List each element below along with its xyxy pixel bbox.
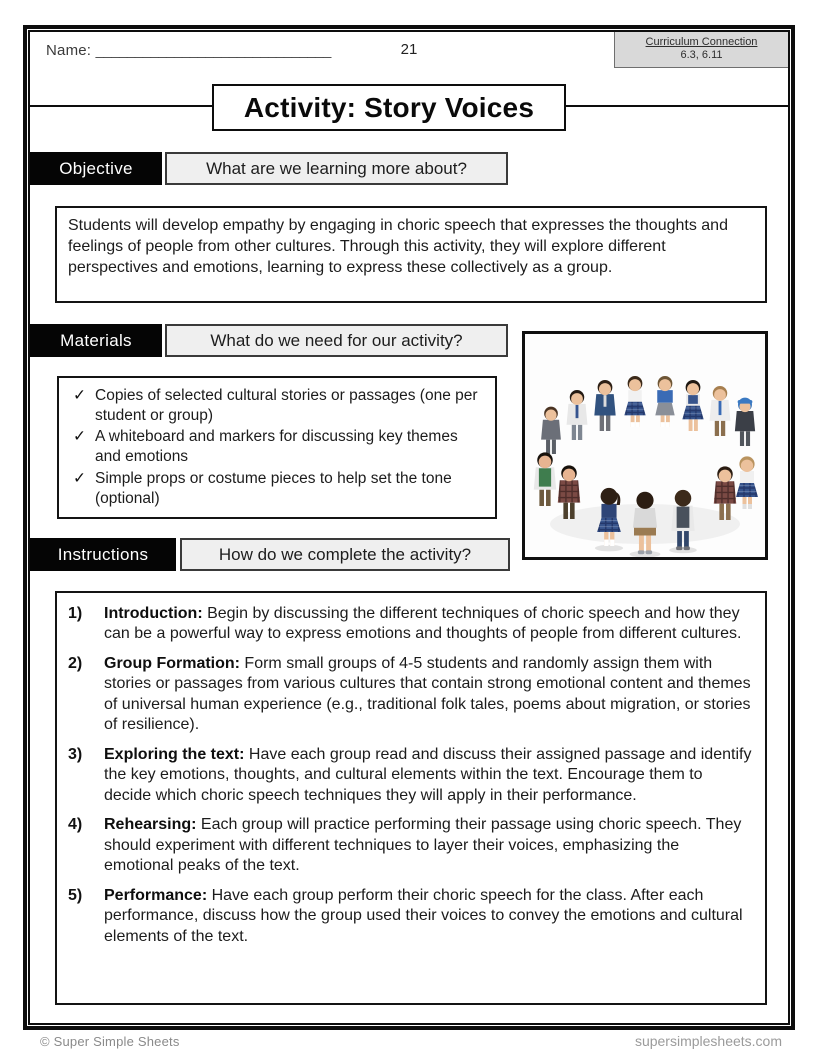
instructions-steps-box bbox=[55, 591, 767, 1005]
checkmark-icon: ✓ bbox=[73, 387, 86, 404]
step-text bbox=[104, 815, 752, 876]
materials-item bbox=[69, 386, 485, 426]
materials-item-text: Simple props or costume pieces to help set the tone (optional) bbox=[95, 469, 452, 507]
step-title: Exploring the text: bbox=[104, 745, 245, 763]
step-title: Introduction: bbox=[104, 605, 203, 622]
step-number: 1) bbox=[68, 605, 83, 622]
materials-list-box bbox=[57, 376, 497, 519]
step-title: Group Formation: bbox=[104, 654, 240, 672]
step-detail: Have each group read and discuss their assigned passage and identify the key emotions, thoughts, and cultural elements within the text. Encourage them to decide which choric speech techniques they will apply in their performance. bbox=[104, 745, 752, 804]
students-illustration bbox=[525, 334, 765, 557]
step-text bbox=[104, 886, 752, 947]
step-text bbox=[104, 604, 752, 645]
instruction-step bbox=[68, 815, 752, 876]
name-label: Name: bbox=[46, 42, 92, 59]
step-title: Performance: bbox=[104, 886, 208, 904]
instructions-steps-list bbox=[68, 604, 752, 947]
step-text bbox=[104, 654, 752, 736]
name-row bbox=[46, 42, 331, 59]
step-detail: Form small groups of 4-5 students and randomly assign them with stories or passages from various cultures that contain strong emotional content and themes of universal human experience (e.g., traditional folk tales, poems about migration, or stories of resilience). bbox=[104, 654, 751, 734]
step-detail: Each group will practice performing their passage using choric speech. They should experiment with different techniques to layer their voices, emphasizing the emotional peaks of the text. bbox=[104, 816, 742, 875]
activity-title: Activity: Story Voices bbox=[243, 91, 535, 123]
materials-question: What do we need for our activity? bbox=[165, 324, 508, 357]
step-title: Rehearsing: bbox=[104, 816, 197, 834]
footer-website: supersimplesheets.com bbox=[634, 1033, 782, 1049]
footer-copyright: © Super Simple Sheets bbox=[40, 1034, 180, 1049]
curriculum-connection-box bbox=[614, 32, 788, 68]
materials-item-text: Copies of selected cultural stories or passages (one per student or group) bbox=[95, 387, 478, 425]
instruction-step bbox=[68, 745, 752, 806]
page-number: 21 bbox=[400, 41, 418, 58]
name-blank-line: ______________________________ bbox=[95, 42, 331, 59]
instruction-step bbox=[68, 654, 752, 736]
objective-question: What are we learning more about? bbox=[165, 152, 508, 185]
instructions-question: How do we complete the activity? bbox=[180, 538, 510, 571]
curriculum-connection-title: Curriculum Connection bbox=[645, 36, 758, 48]
page-frame-inner bbox=[28, 30, 790, 1025]
step-detail: Have each group perform their choric speech for the class. After each performance, discuss how the group used their voices to convey the emotions and cultural elements of the text. bbox=[104, 886, 743, 945]
instruction-step bbox=[68, 886, 752, 947]
materials-list bbox=[69, 386, 485, 509]
materials-item-text: A whiteboard and markers for discussing key themes and emotions bbox=[95, 428, 458, 466]
objective-text: Students will develop empathy by engaging in choric speech that expresses the thoughts and feelings of people from other cultures. Through this activity, they will explore different perspectives and emotions, learning to express these collectively as a group. bbox=[68, 217, 728, 277]
step-number: 4) bbox=[68, 816, 83, 834]
objective-label: Objective bbox=[30, 152, 162, 185]
checkmark-icon: ✓ bbox=[73, 428, 86, 446]
activity-illustration-box bbox=[522, 331, 768, 560]
page-frame bbox=[23, 25, 795, 1030]
objective-text-box bbox=[55, 206, 767, 303]
checkmark-icon: ✓ bbox=[73, 469, 86, 487]
instructions-label: Instructions bbox=[30, 538, 176, 571]
step-detail: Begin by discussing the different techniques of choric speech and how they can be a powerful way to express emotions and thoughts of people from different cultures. bbox=[104, 605, 742, 643]
curriculum-connection-codes: 6.3, 6.11 bbox=[680, 49, 723, 61]
materials-item bbox=[69, 427, 485, 467]
materials-label: Materials bbox=[30, 324, 162, 357]
instruction-step bbox=[68, 604, 752, 645]
materials-item bbox=[69, 469, 485, 509]
step-number: 3) bbox=[68, 745, 83, 763]
step-number: 2) bbox=[68, 654, 83, 672]
step-number: 5) bbox=[68, 886, 83, 904]
step-text bbox=[104, 745, 752, 806]
activity-title-box bbox=[212, 84, 566, 131]
